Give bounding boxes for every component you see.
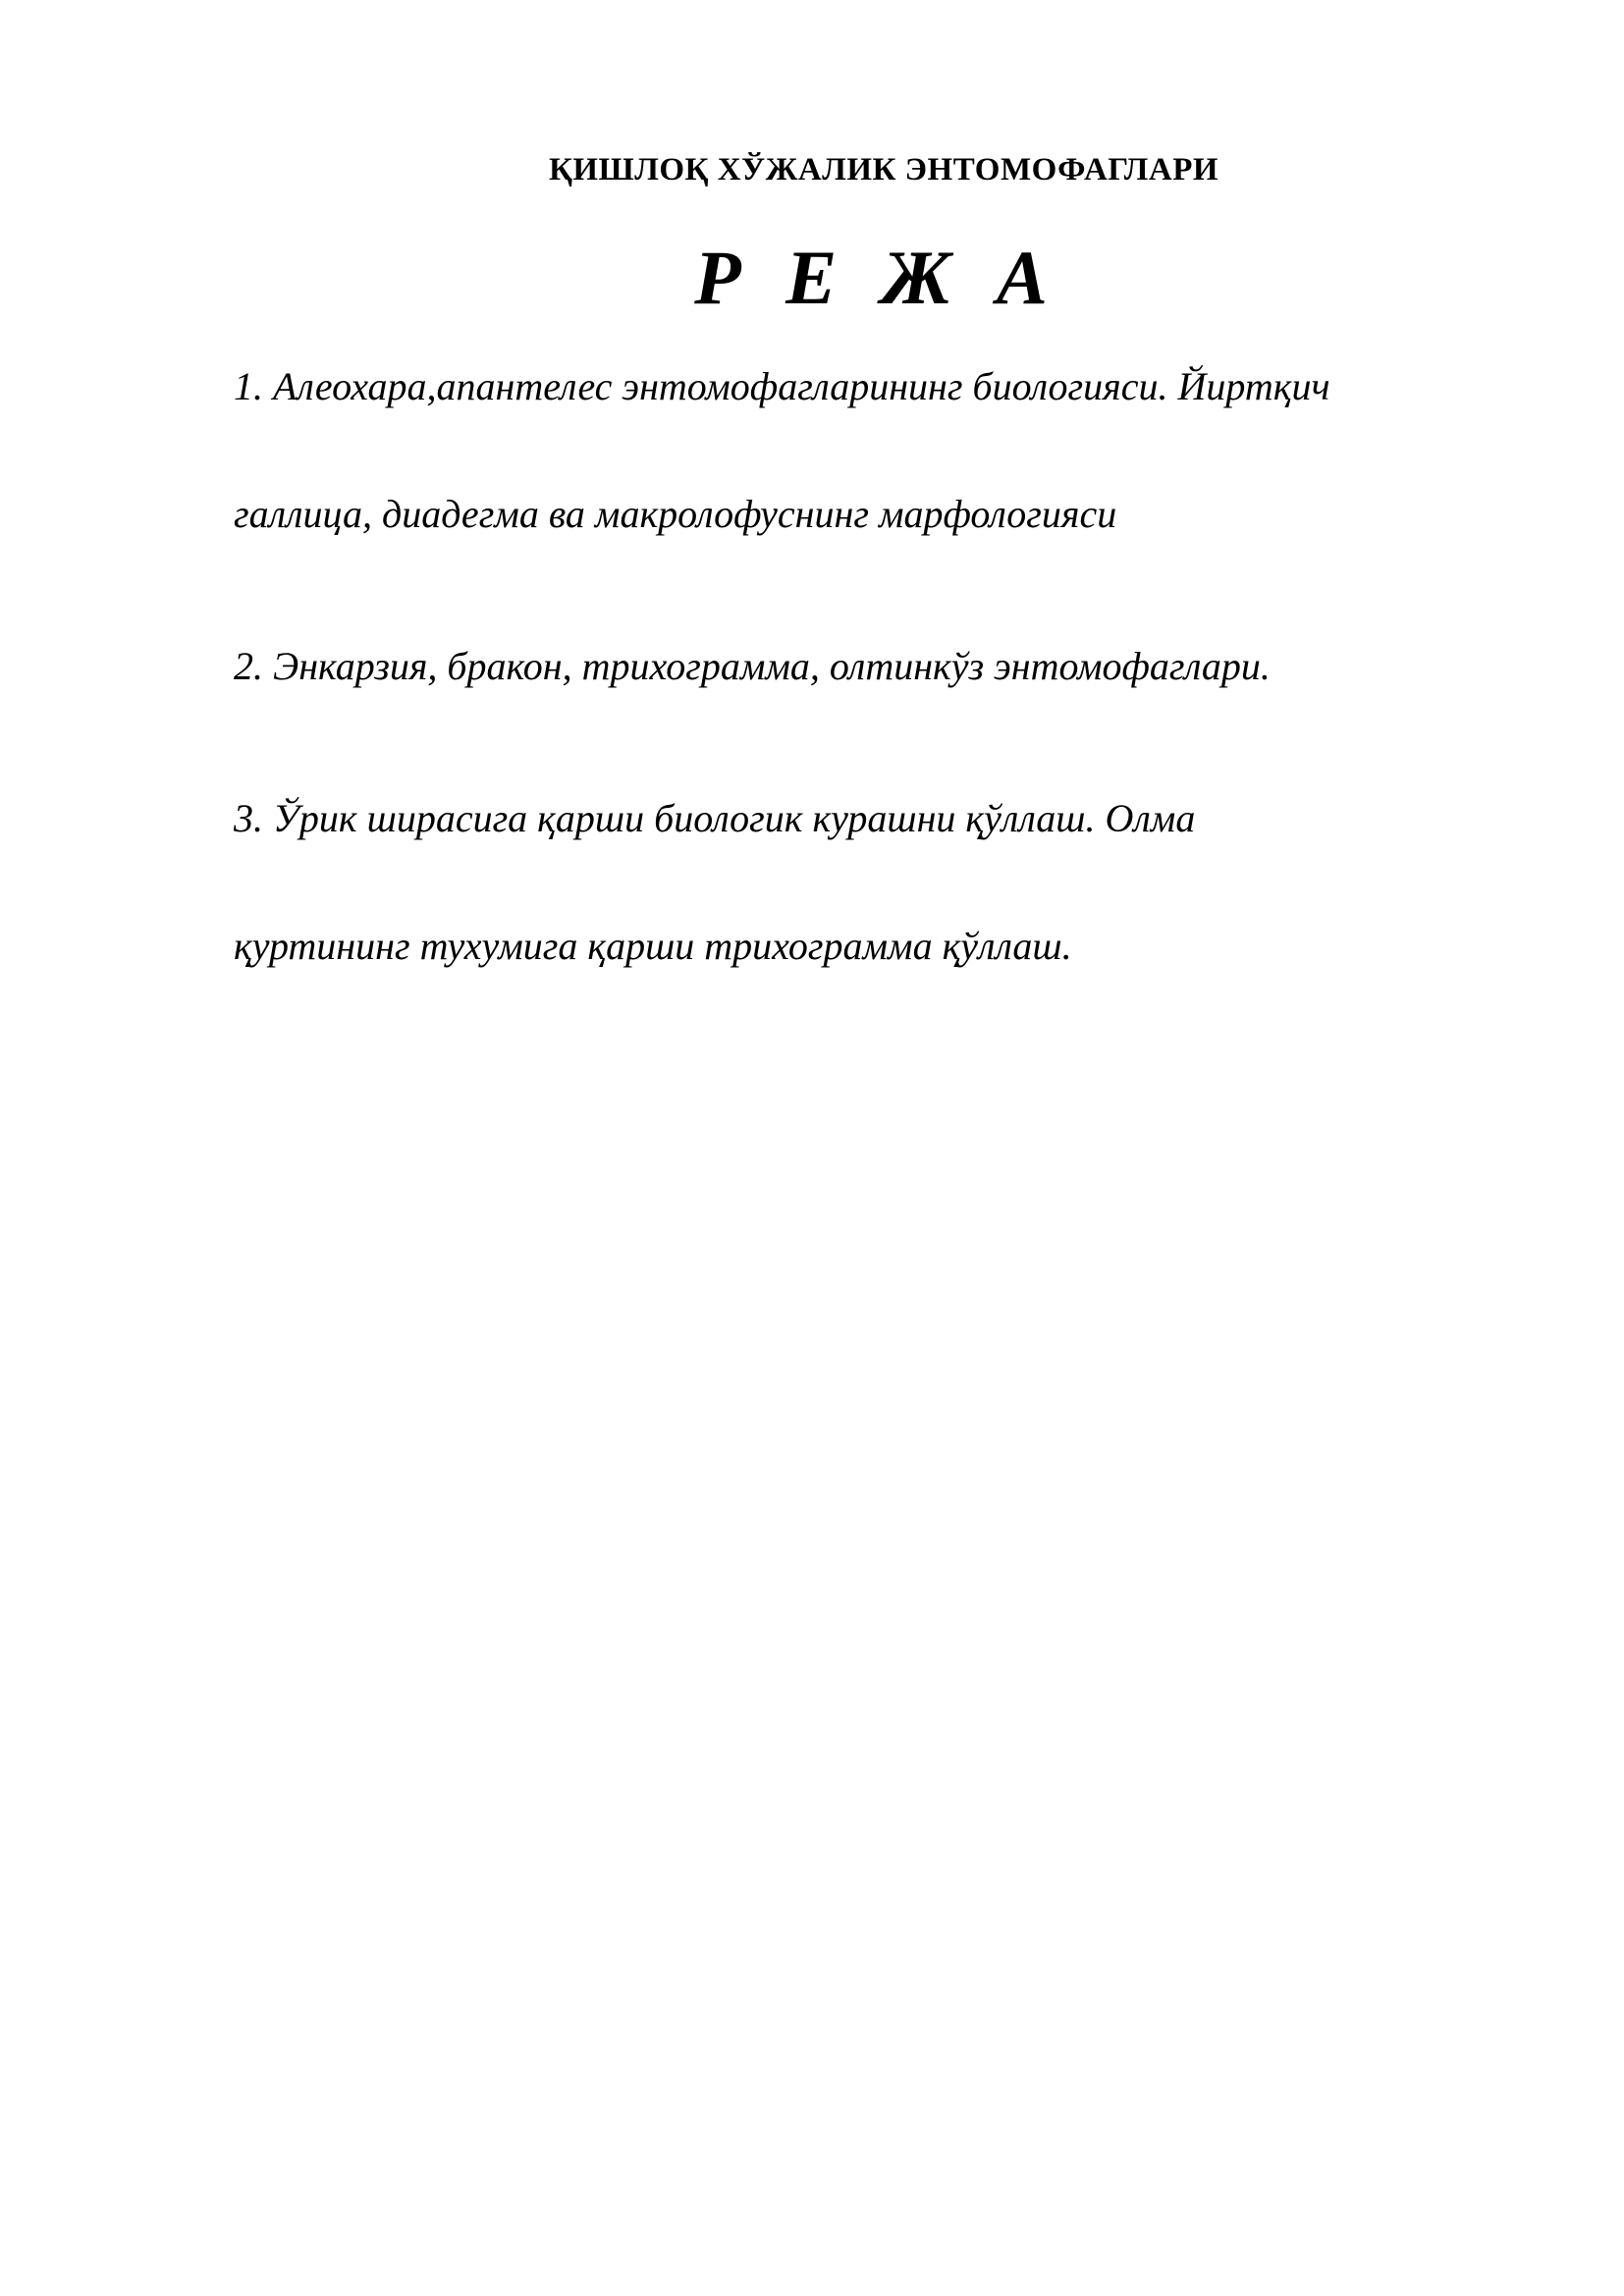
plan-heading: Р Е Ж А [694, 235, 1054, 320]
document-title: ҚИШЛОҚ ХЎЖАЛИК ЭНТОМОФАГЛАРИ [548, 152, 1219, 187]
plan-item-1-line-2: галлица, диадегма ва макролофуснинг марфологияси [234, 492, 1117, 536]
plan-item-2-line-1: 2. Энкарзия, бракон, трихограмма, олтинкўз энтомофаглари. [234, 644, 1271, 688]
plan-item-1-line-1: 1. Алеохара,апантелес энтомофагларининг биологияси. Йиртқич [234, 364, 1330, 408]
plan-item-3-line-2: қуртининг тухумига қарши трихограмма қўллаш. [234, 924, 1072, 968]
plan-item-3-line-1: 3. Ўрик ширасига қарши биологик курашни қўллаш. Олма [234, 796, 1196, 840]
